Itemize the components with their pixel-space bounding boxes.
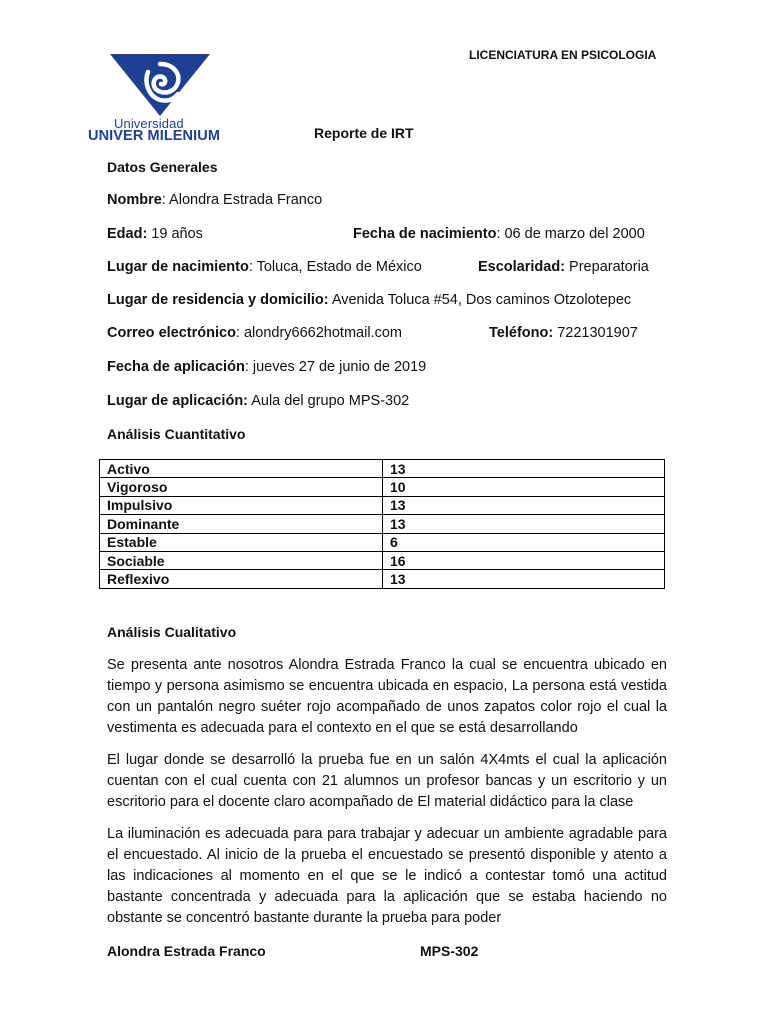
table-row	[100, 515, 665, 533]
nombre-label: Nombre	[107, 192, 162, 208]
trait-cell: Sociable	[100, 551, 383, 569]
qualitative-heading: Análisis Cualitativo	[107, 624, 237, 640]
footer-name: Alondra Estrada Franco	[107, 943, 266, 959]
score-cell: 13	[383, 570, 665, 588]
edad-line	[107, 226, 203, 242]
escolaridad-line	[478, 259, 649, 275]
escolaridad-value: Preparatoria	[565, 259, 649, 275]
lugar-nacimiento-value: : Toluca, Estado de México	[248, 259, 422, 275]
trait-cell: Vigoroso	[100, 478, 383, 496]
table-row	[100, 460, 665, 478]
table-row	[100, 551, 665, 569]
table-row	[100, 570, 665, 588]
telefono-value: 7221301907	[553, 325, 638, 341]
nombre-line	[107, 192, 322, 208]
fecha-aplicacion-value: : jueves 27 de junio de 2019	[244, 359, 427, 375]
trait-cell: Reflexivo	[100, 570, 383, 588]
telefono-line	[489, 325, 638, 341]
trait-cell: Activo	[100, 460, 383, 478]
fecha-aplicacion-line	[107, 359, 426, 375]
table-row	[100, 496, 665, 514]
lugar-nacimiento-line	[107, 259, 422, 275]
residencia-line	[107, 292, 631, 308]
logo-text-universidad: Universidad	[114, 116, 184, 131]
program-header: LICENCIATURA EN PSICOLOGIA	[469, 48, 657, 62]
scores-table	[99, 459, 665, 589]
quantitative-heading: Análisis Cuantitativo	[107, 426, 246, 442]
trait-cell: Impulsivo	[100, 496, 383, 514]
qualitative-paragraph-3: La iluminación es adecuada para para trabajar y adecuar un ambiente agradable para el encuestado. Al inicio de la prueba el encuestado se presentó disponible y atento a las indicaciones al momento en el que se le indicó a contestar tomó una actitud bastante concentrada y adecuada para la aplicación que se estaba haciendo no obstante se concentró bastante durante la prueba para poder	[107, 826, 667, 926]
footer-group: MPS-302	[420, 943, 479, 959]
correo-line	[107, 325, 402, 341]
score-cell: 13	[383, 515, 665, 533]
correo-value: : alondry6662hotmail.com	[235, 325, 402, 341]
general-data-heading: Datos Generales	[107, 159, 218, 175]
trait-cell: Estable	[100, 533, 383, 551]
qualitative-paragraph-2: El lugar donde se desarrolló la prueba fue en un salón 4X4mts el cual la aplicación cuentan con el cual cuenta con 21 alumnos un profesor bancas y un escritorio y un escritorio para el docente claro acompañado de El material didáctico para la clase	[107, 752, 667, 810]
telefono-label: Teléfono:	[489, 325, 554, 341]
swirl-logo-icon	[108, 52, 212, 118]
fecha-aplicacion-label: Fecha de aplicación	[107, 359, 245, 375]
table-row	[100, 478, 665, 496]
edad-value: 19 años	[147, 226, 203, 242]
residencia-label: Lugar de residencia y domicilio:	[107, 292, 329, 308]
report-title: Reporte de IRT	[314, 125, 414, 141]
nombre-value: : Alondra Estrada Franco	[161, 192, 323, 208]
fecha-nacimiento-value: : 06 de marzo del 2000	[496, 226, 645, 242]
lugar-aplicacion-line	[107, 393, 409, 409]
residencia-value: Avenida Toluca #54, Dos caminos Otzolotepec	[328, 292, 632, 308]
logo-text-univer-milenium: UNIVER MILENIUM	[88, 128, 220, 144]
lugar-nacimiento-label: Lugar de nacimiento	[107, 259, 249, 275]
university-logo-mark	[108, 52, 212, 118]
qualitative-paragraph-1: Se presenta ante nosotros Alondra Estrada Franco la cual se encuentra ubicado en tiempo y persona asimismo se encuentra ubicada en espacio, La persona está vestida con un pantalón negro suéter rojo acompañado de unos zapatos color rojo el cual la vestimenta es adecuada para el contexto en el que se está desarrollando	[107, 657, 667, 736]
fecha-nacimiento-line	[353, 226, 645, 242]
score-cell: 10	[383, 478, 665, 496]
edad-label: Edad:	[107, 226, 148, 242]
correo-label: Correo electrónico	[107, 325, 236, 341]
escolaridad-label: Escolaridad:	[478, 259, 566, 275]
score-cell: 6	[383, 533, 665, 551]
fecha-nacimiento-label: Fecha de nacimiento	[353, 226, 497, 242]
table-row	[100, 533, 665, 551]
score-cell: 13	[383, 460, 665, 478]
lugar-aplicacion-label: Lugar de aplicación:	[107, 393, 248, 409]
lugar-aplicacion-value: Aula del grupo MPS-302	[248, 393, 410, 409]
score-cell: 16	[383, 551, 665, 569]
trait-cell: Dominante	[100, 515, 383, 533]
score-cell: 13	[383, 496, 665, 514]
